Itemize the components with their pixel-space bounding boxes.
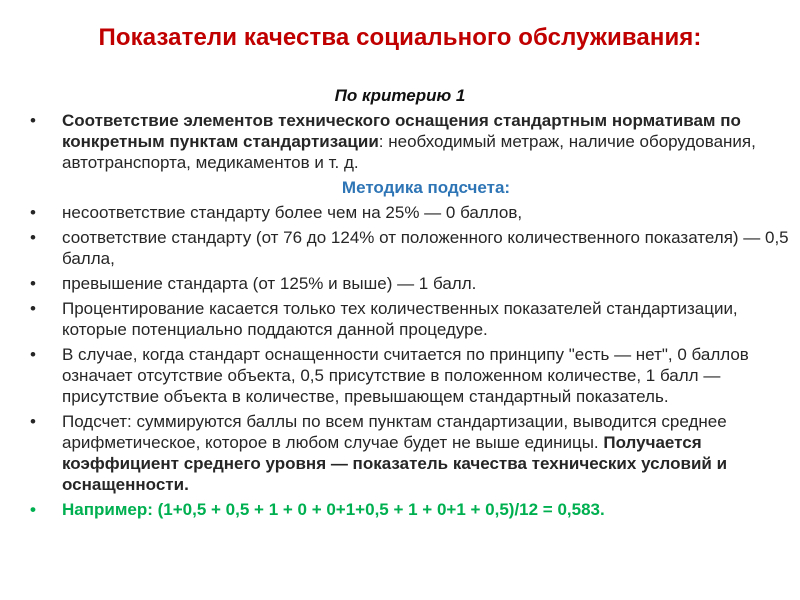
bullet-icon: • xyxy=(30,299,36,318)
list-item-method-2 xyxy=(30,227,790,269)
example-text: Например: (1+0,5 + 0,5 + 1 + 0 + 0+1+0,5 + 1 + 0+1 + 0,5)/12 = 0,583. xyxy=(62,500,605,519)
slide-title: Показатели качества социального обслуживания: xyxy=(98,24,702,51)
content-list xyxy=(30,110,790,524)
method-item-text: несоответствие стандарту более чем на 25% — 0 баллов, xyxy=(62,203,523,222)
equipment-bold-text: Соответствие элементов технического оснащения стандартным нормативам по конкретным пунктам стандартизации xyxy=(62,111,741,151)
list-item-percent xyxy=(30,298,790,340)
bullet-icon: • xyxy=(30,111,36,130)
list-item-count xyxy=(30,411,790,495)
bullet-icon: • xyxy=(30,345,36,364)
count-plain-text: Подсчет: суммируются баллы по всем пунктам стандартизации, выводится среднее арифметическое, которое в любом случае будет не выше единицы. xyxy=(62,412,727,452)
equipment-rest-text: : необходимый метраж, наличие оборудования, автотранспорта, медикаментов и т. д. xyxy=(62,132,756,172)
list-item-method-1 xyxy=(30,202,790,223)
count-bold-text: Получается коэффициент среднего уровня — показатель качества технических условий и оснащенности. xyxy=(62,433,728,494)
method-heading: Методика подсчета: xyxy=(341,178,511,197)
bullet-icon: • xyxy=(30,412,36,431)
method-item-text: превышение стандарта (от 125% и выше) — 1 балл. xyxy=(62,274,477,293)
bullet-icon: • xyxy=(30,500,36,519)
bullet-icon: • xyxy=(30,274,36,293)
method-item-text: соответствие стандарту (от 76 до 124% от положенного количественного показателя) — 0,5 балла, xyxy=(62,228,789,268)
bullet-icon: • xyxy=(30,228,36,247)
list-item-example xyxy=(30,499,790,520)
paragraph-text: В случае, когда стандарт оснащенности считается по принципу "есть — нет", 0 баллов означает отсутствие объекта, 0,5 присутствие в положенном количестве, 1 балл — присутствие объекта в количестве, превышающем стандартный показатель. xyxy=(62,345,749,406)
list-item-method-3 xyxy=(30,273,790,294)
criterion-subtitle: По критерию 1 xyxy=(334,86,466,105)
list-item-yes-no xyxy=(30,344,790,407)
list-item-equipment xyxy=(30,110,790,173)
bullet-icon: • xyxy=(30,203,36,222)
paragraph-text: Процентирование касается только тех количественных показателей стандартизации, которые потенциально поддаются данной процедуре. xyxy=(62,299,738,339)
